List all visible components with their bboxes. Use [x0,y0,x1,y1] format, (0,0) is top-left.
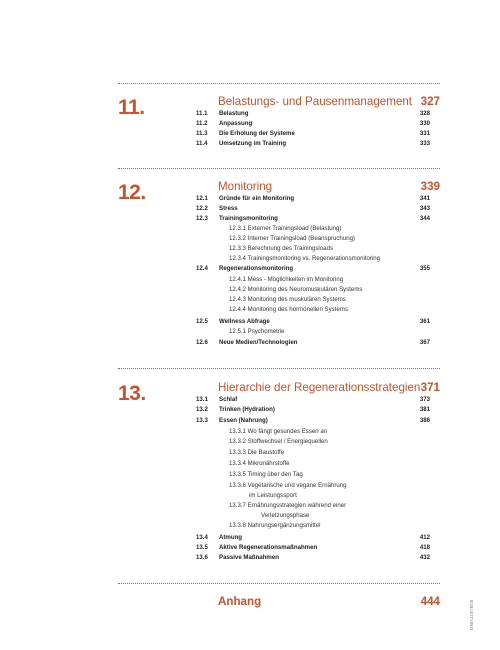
toc-subentry [196,295,430,305]
entry-number: 13.5 [196,544,208,551]
entry-page: 355 [419,265,430,272]
toc-subentry [196,327,430,337]
toc-subentry [196,459,430,469]
entry-label: Gründe für ein Monitoring [219,195,295,202]
entry-label: Umsetzung im Training [219,140,287,147]
chapter-title [218,381,440,395]
chapter-number: 13. [118,382,146,405]
entry-label: Die Erholung der Systeme [219,130,295,137]
chapter-title-text: Hierarchie der Regenerationsstrategien [218,381,421,394]
toc-entry [196,139,430,149]
entry-number: 11.2 [196,120,208,127]
chapter-title [218,180,440,194]
toc-entry [196,214,430,224]
entry-label: 12.4.3 Monitoring des muskulären Systems [229,296,346,303]
appendix-title-text: Anhang [218,595,262,608]
entry-page: 381 [419,406,430,413]
entry-label: 12.3.2 Interner Trainingsload (Beanspruchung) [229,235,356,242]
entry-number: 13.2 [196,406,208,413]
chapter-number: 11. [118,96,145,119]
entry-page: 328 [419,110,430,117]
entry-label: 12.4.1 Mess - Möglichkeiten im Monitoring [229,276,344,283]
toc-entry [196,109,430,119]
entry-label: 12.3.1 Externer Trainingsload (Belastung) [229,225,342,232]
toc-entry [196,553,430,563]
entry-page: 331 [419,130,430,137]
entry-label: 13.3.2 Stoffwechsel / Energiequellen [229,438,328,445]
entry-number: 13.6 [196,554,208,561]
toc-subentry [196,470,430,480]
entry-label: Schlaf [219,396,238,403]
entry-page: 412 [419,534,430,541]
entry-number: 12.2 [196,205,208,212]
toc-subentry [196,254,430,264]
toc-subentry [196,491,430,501]
chapter-title-text: Belastungs- und Pausenmanagement [218,95,413,108]
entry-label: 13.3.5 Timing über den Tag [229,471,303,478]
toc-entry [196,405,430,415]
toc-subentry [196,285,430,295]
entry-label: 12.4.4 Monitoring des hormonellen Systems [229,306,348,313]
toc-subentry [196,244,430,254]
entry-page: 367 [419,339,430,346]
entry-number: 12.5 [196,318,208,325]
toc-entry [196,533,430,543]
entry-page: 361 [419,318,430,325]
entry-label: 12.5.1 Psychometrie [229,328,285,335]
section-divider [118,368,440,369]
entry-label: Regenerationsmonitoring [219,265,294,272]
appendix-title [218,595,440,609]
entry-page: 330 [419,120,430,127]
entry-label: Anpassung [219,120,253,127]
entry-label: Trainingsmonitoring [219,215,278,222]
entry-number: 11.3 [196,130,208,137]
toc-entry [196,543,430,553]
toc-subentry [196,234,430,244]
toc-subentry [196,501,430,511]
entry-label: 13.3.1 Wo fängt gesundes Essen an [229,428,328,435]
toc-subentry [196,427,430,437]
entry-page: 373 [419,396,430,403]
section-divider [118,83,440,84]
entry-label: Atmung [219,534,243,541]
entry-label: 13.3.8 Nahrungsergänzungsmittel [229,522,321,529]
entry-number: 12.3 [196,215,208,222]
toc-subentry [196,511,430,521]
entry-number: 13.4 [196,534,208,541]
entry-number: 13.3 [196,417,208,424]
entry-label: Belastung [219,110,249,117]
entry-label: 12.3.3 Berechnung des Trainingsloads [229,245,334,252]
entry-label: Aktive Regenerationsmaßnahmen [219,544,318,551]
toc-entry [196,119,430,129]
toc-entry [196,338,430,348]
toc-entry [196,317,430,327]
toc-entry [196,204,430,214]
entry-label: im Leistungssport [249,492,297,499]
entry-number: 12.1 [196,195,208,202]
entry-page: 333 [419,140,430,147]
section-divider [118,168,440,169]
toc-entry [196,416,430,426]
toc-subentry [196,275,430,285]
entry-label: 13.3.4 Mikronährstoffe [229,460,290,467]
entry-label: Stress [219,205,238,212]
entry-number: 12.6 [196,339,208,346]
entry-label: Trinken (Hydration) [219,406,275,413]
chapter-page: 371 [420,381,440,394]
entry-number: 13.1 [196,396,208,403]
entry-page: 341 [419,195,430,202]
toc-entry [196,194,430,204]
entry-label: Passive Maßnahmen [219,554,279,561]
entry-label: 13.3.7 Ernährungsstrategien während einer [229,502,347,509]
entry-page: 344 [419,215,430,222]
entry-page: 386 [419,417,430,424]
toc-entry [196,395,430,405]
toc-entry [196,129,430,139]
toc-subentry [196,224,430,234]
entry-label: Neue Medien/Technologien [219,339,298,346]
entry-page: 343 [419,205,430,212]
entry-number: 12.4 [196,265,208,272]
toc-subentry [196,437,430,447]
entry-page: 418 [419,544,430,551]
entry-label: 12.4.2 Monitoring des Neuromuskulären Systems [229,286,363,293]
toc-subentry [196,481,430,491]
side-running-head: EINLEITUNG [469,600,474,631]
toc-entry [196,264,430,274]
entry-label: Wellness Abfrage [219,318,270,325]
entry-label: 13.3.3 Die Baustoffe [229,449,285,456]
chapter-title-text: Monitoring [218,180,273,193]
chapter-number: 12. [118,181,146,204]
entry-label: Essen (Nahrung) [219,417,268,424]
toc-subentry [196,448,430,458]
entry-number: 11.1 [196,110,208,117]
entry-label: 13.3.6 Vegetarische und vegane Ernährung [229,482,347,489]
chapter-page: 327 [420,95,440,108]
section-divider [118,583,440,584]
toc-subentry [196,305,430,315]
entry-label: Verletzungsphase [261,512,310,519]
entry-page: 432 [419,554,430,561]
entry-label: 12.3.4 Trainingsmonitoring vs. Regenerationsmonitoring [229,255,381,262]
chapter-page: 339 [420,180,440,193]
appendix-page: 444 [420,595,440,608]
toc-subentry [196,521,430,531]
entry-number: 11.4 [196,140,208,147]
chapter-title [218,95,440,109]
